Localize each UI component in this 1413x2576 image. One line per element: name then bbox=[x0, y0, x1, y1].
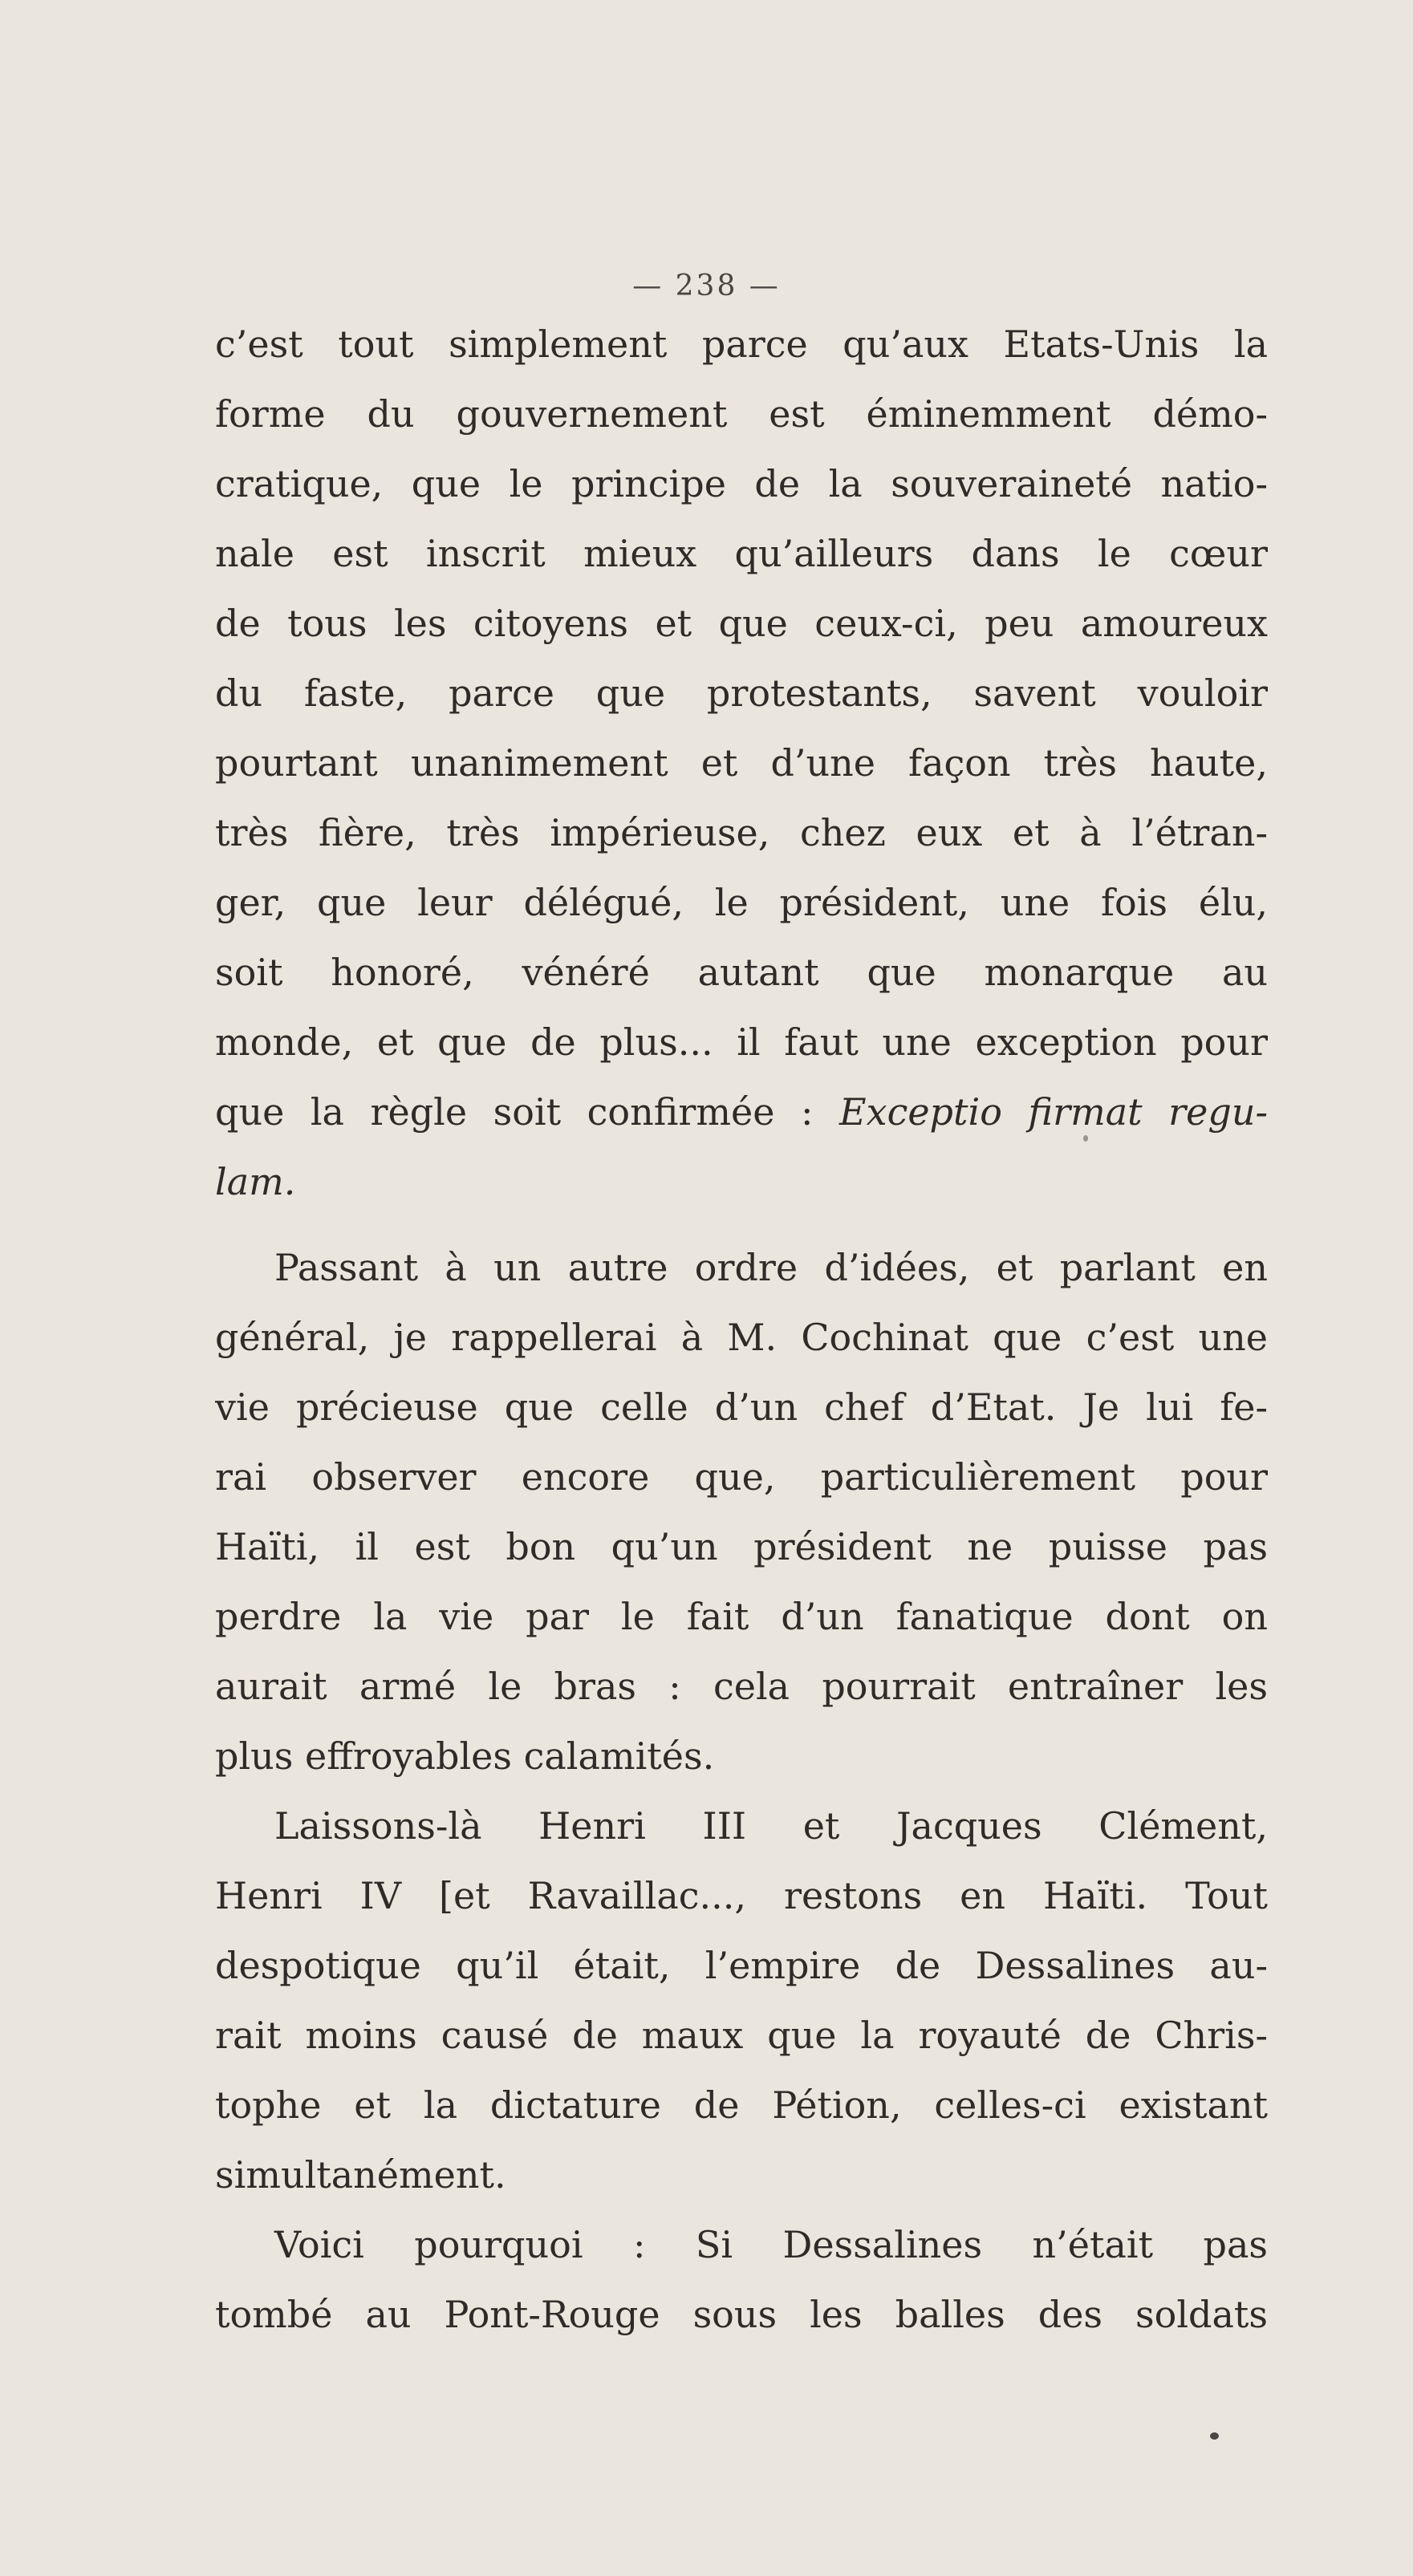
text-line: rai observer encore que, particulièrement pour bbox=[215, 1455, 1268, 1499]
text-line: Henri IV [et Ravaillac..., restons en Haïti. Tout bbox=[215, 1874, 1268, 1917]
text-line: forme du gouvernement est éminemment démo- bbox=[215, 392, 1268, 436]
text-line: vie précieuse que celle d’un chef d’Etat. Je lui fe- bbox=[215, 1385, 1268, 1429]
paragraph-4 bbox=[215, 2210, 1268, 2350]
paragraph-3 bbox=[215, 1791, 1268, 2210]
text-line: nale est inscrit mieux qu’ailleurs dans le cœur bbox=[215, 532, 1268, 575]
latin-quote: Exceptio firmat regu- bbox=[839, 1090, 1268, 1134]
text-line: c’est tout simplement parce qu’aux Etats-Unis la bbox=[215, 323, 1268, 366]
text-line: plus effroyables calamités. bbox=[215, 1734, 715, 1778]
text-line-latin-quote-end bbox=[215, 1147, 1268, 1217]
text-line: cratique, que le principe de la souveraineté natio- bbox=[215, 462, 1268, 505]
text-line: de tous les citoyens et que ceux-ci, peu amoureux bbox=[215, 602, 1268, 645]
text-line: despotique qu’il était, l’empire de Dessalines au- bbox=[215, 1944, 1268, 1987]
text-line: du faste, parce que protestants, savent vouloir bbox=[215, 671, 1268, 715]
text-line: ger, que leur délégué, le président, une fois élu, bbox=[215, 881, 1268, 924]
text-line: simultanément. bbox=[215, 2153, 506, 2197]
paragraph-2 bbox=[215, 1233, 1268, 1791]
latin-quote-end: lam. bbox=[215, 1160, 296, 1203]
text-line: monde, et que de plus... il faut une exception pour bbox=[215, 1020, 1268, 1064]
ink-speck bbox=[1210, 2432, 1219, 2440]
text-line: Haïti, il est bon qu’un président ne puisse pas bbox=[215, 1525, 1268, 1568]
text-line: très fière, très impérieuse, chez eux et à l’étran- bbox=[215, 811, 1268, 854]
text-line: perdre la vie par le fait d’un fanatique dont on bbox=[215, 1595, 1268, 1638]
ink-speck bbox=[1083, 1135, 1088, 1142]
paragraph-1 bbox=[215, 310, 1268, 1217]
body-text bbox=[215, 310, 1268, 2350]
page-number: — 238 — bbox=[632, 270, 781, 302]
text-line-with-latin-quote bbox=[215, 1077, 1268, 1147]
text-line: tophe et la dictature de Pétion, celles-ci existant bbox=[215, 2083, 1268, 2127]
text-line: pourtant unanimement et d’une façon très haute, bbox=[215, 741, 1268, 785]
text-segment: que la règle soit confirmée : bbox=[215, 1090, 840, 1134]
text-line: soit honoré, vénéré autant que monarque au bbox=[215, 951, 1268, 994]
text-line: Passant à un autre ordre d’idées, et parlant en bbox=[274, 1246, 1268, 1289]
text-line: aurait armé le bras : cela pourrait entraîner les bbox=[215, 1665, 1268, 1708]
text-line: Laissons-là Henri III et Jacques Clément, bbox=[274, 1804, 1268, 1848]
text-line: tombé au Pont-Rouge sous les balles des soldats bbox=[215, 2293, 1268, 2336]
text-line: rait moins causé de maux que la royauté de Chris- bbox=[215, 2014, 1268, 2057]
text-line: Voici pourquoi : Si Dessalines n’était pas bbox=[274, 2223, 1268, 2266]
text-line: général, je rappellerai à M. Cochinat que c’est une bbox=[215, 1316, 1268, 1359]
